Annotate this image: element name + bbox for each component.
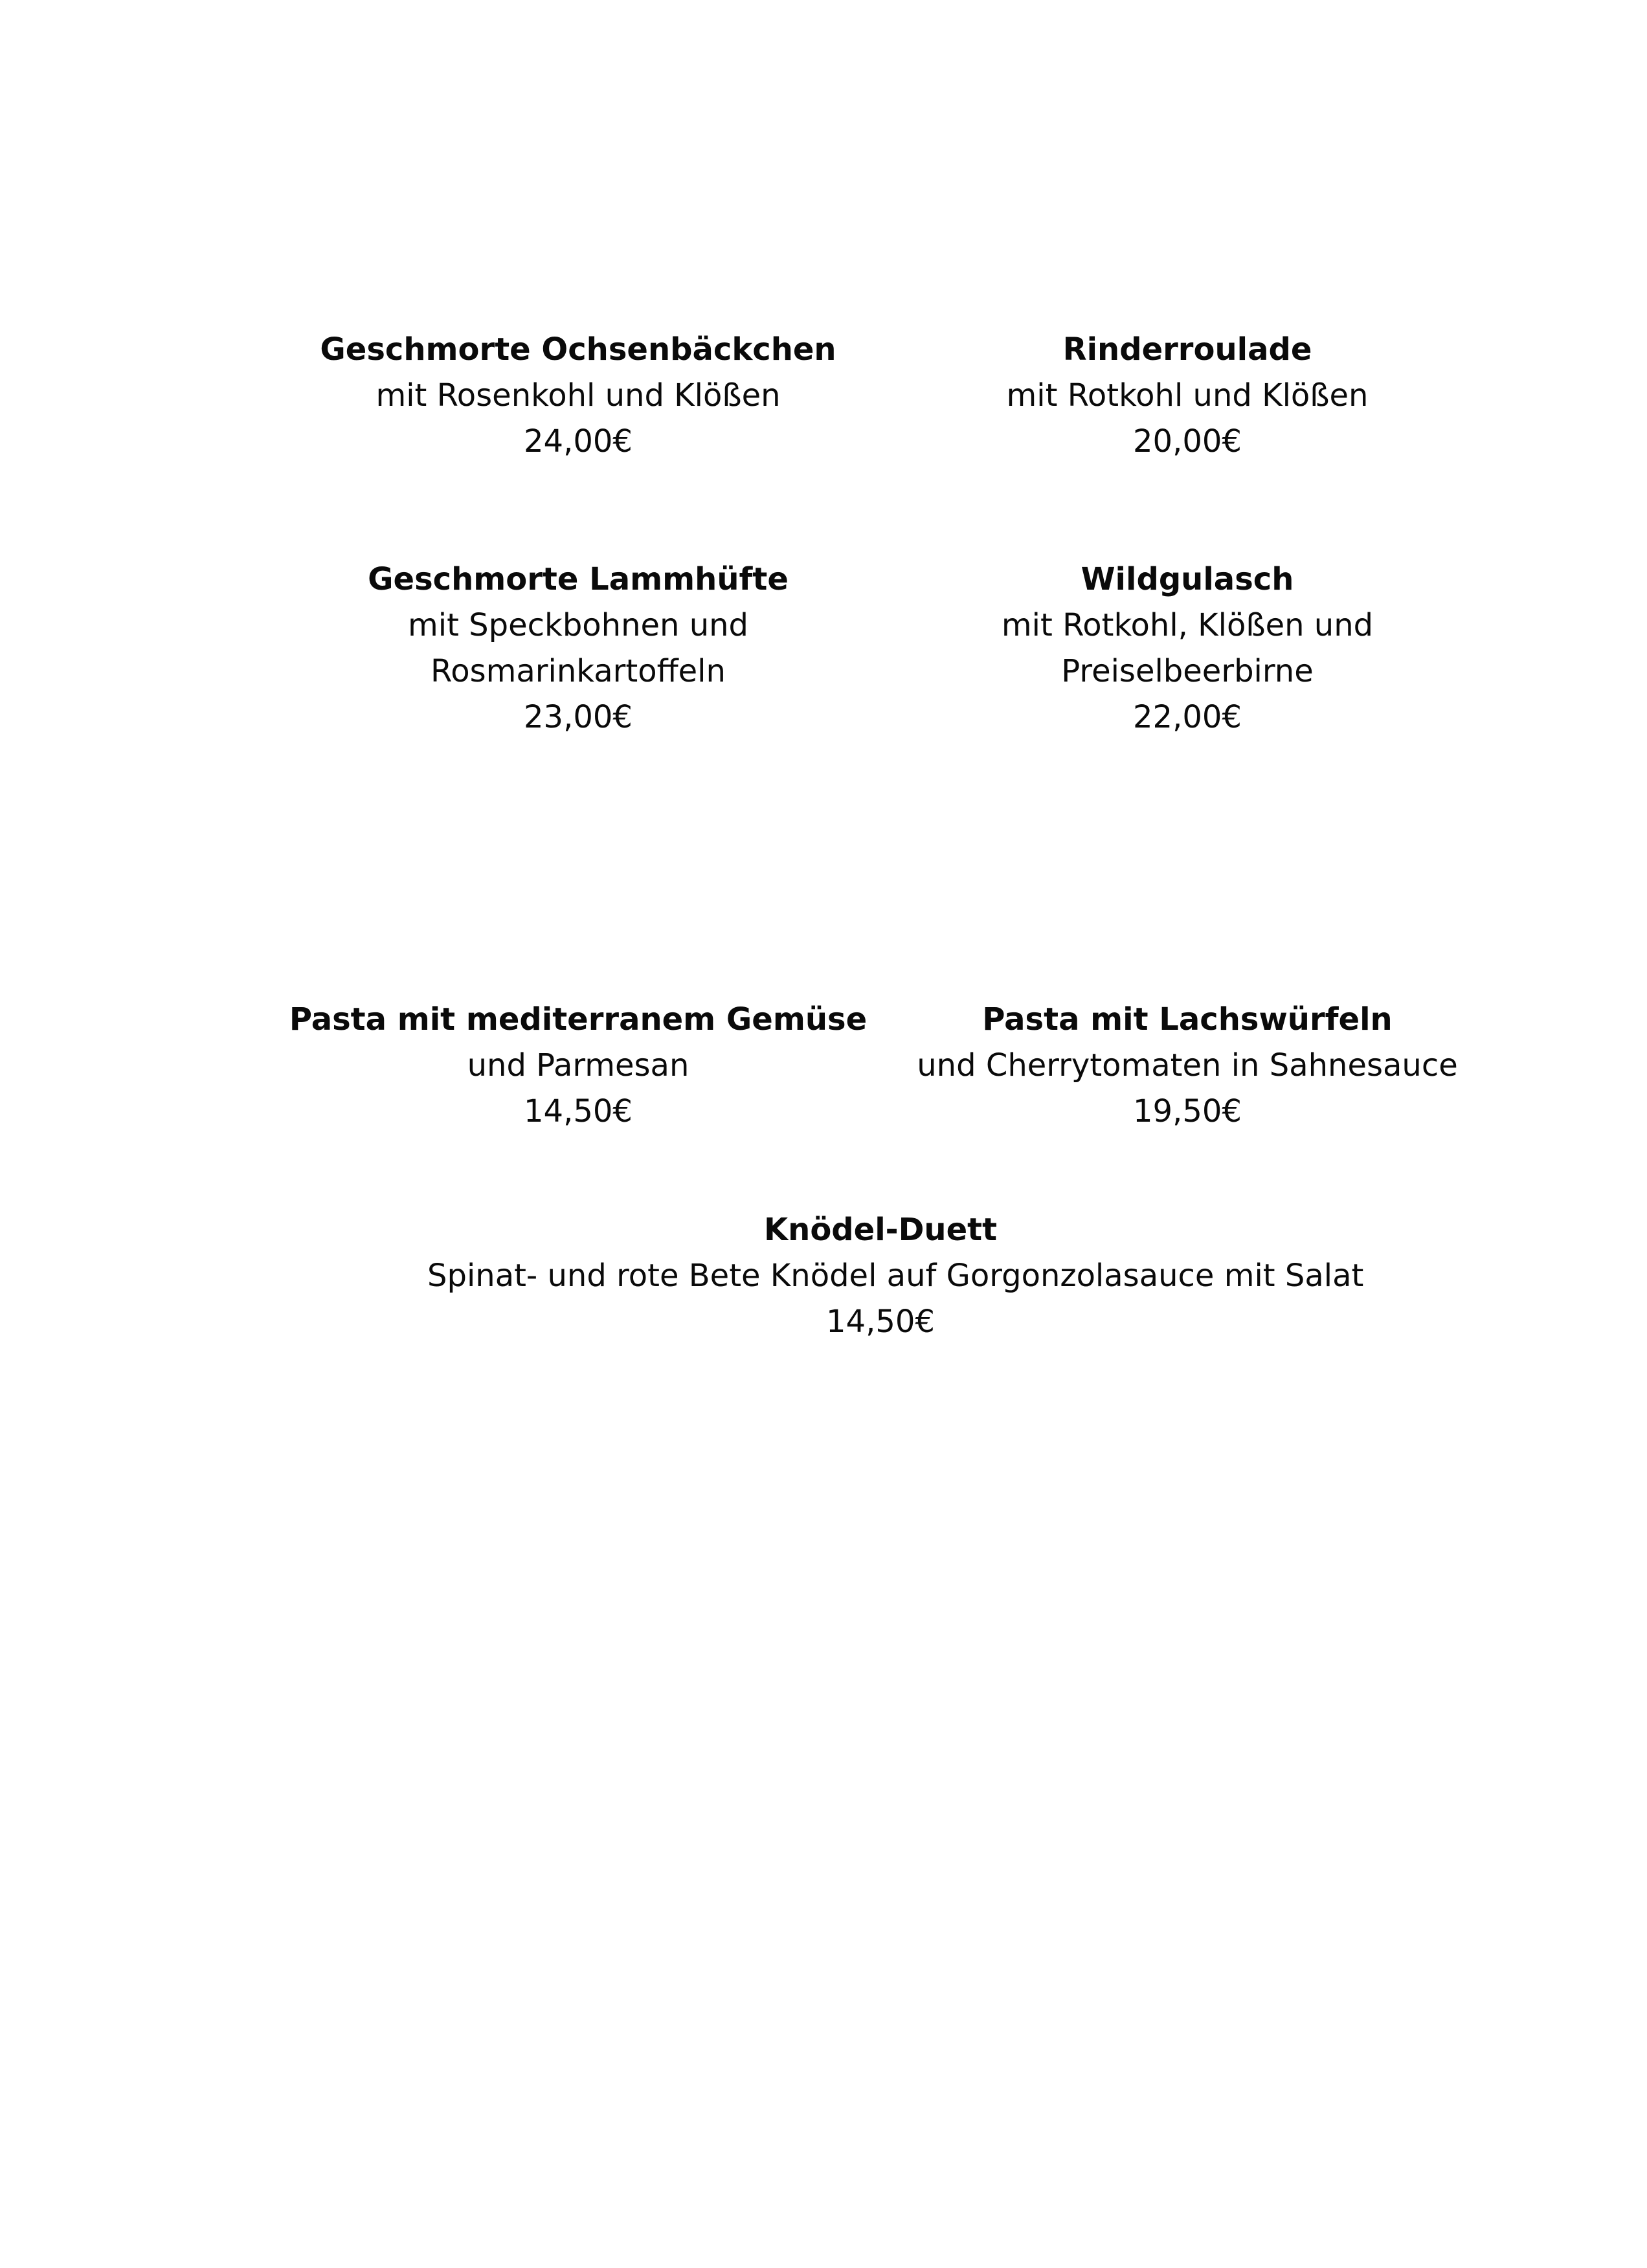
dish-description — [896, 1043, 1479, 1089]
dish-price: 23,00€ — [524, 699, 633, 735]
dish-description-line: mit Rotkohl und Klößen — [1006, 377, 1369, 414]
dish-name: Pasta mit Lachswürfeln — [982, 1001, 1393, 1038]
dish-description-line: mit Rosenkohl und Klößen — [375, 377, 781, 414]
menu-item-ochsenbaeckchen — [287, 327, 869, 465]
menu-item-lammhuefte — [287, 557, 869, 740]
menu-item-pasta-gemuese — [287, 997, 869, 1135]
dish-name: Geschmorte Ochsenbäckchen — [320, 331, 836, 368]
dish-price: 20,00€ — [1133, 423, 1242, 460]
dish-price: 24,00€ — [524, 423, 633, 460]
dish-description — [287, 1043, 869, 1089]
dish-description — [287, 603, 869, 695]
dish-name: Wildgulasch — [1081, 561, 1294, 597]
dish-name: Rinderroulade — [1062, 331, 1312, 368]
dish-price: 14,50€ — [524, 1093, 633, 1129]
menu-item-wildgulasch — [896, 557, 1479, 740]
menu-item-rinderroulade — [896, 327, 1479, 465]
menu-item-knoedel-duett — [427, 1207, 1364, 1345]
dish-description — [427, 1253, 1364, 1299]
dish-price: 14,50€ — [826, 1304, 935, 1340]
dish-name: Geschmorte Lammhüfte — [368, 561, 789, 597]
dish-name: Knödel-Duett — [763, 1212, 998, 1248]
dish-description — [896, 373, 1479, 419]
dish-description-line: Preiselbeerbirne — [1061, 653, 1314, 689]
dish-price: 22,00€ — [1133, 699, 1242, 735]
dish-description — [287, 373, 869, 419]
menu-item-pasta-lachs — [896, 997, 1479, 1135]
dish-name: Pasta mit mediterranem Gemüse — [289, 1001, 868, 1038]
dish-description — [896, 603, 1479, 695]
dish-description-line: und Cherrytomaten in Sahnesauce — [917, 1047, 1458, 1084]
dish-description-line: Spinat- und rote Bete Knödel auf Gorgonzolasauce mit Salat — [427, 1258, 1364, 1294]
dish-description-line: mit Speckbohnen und — [407, 607, 749, 643]
dish-price: 19,50€ — [1133, 1093, 1242, 1129]
dish-description-line: Rosmarinkartoffeln — [431, 653, 726, 689]
dish-description-line: und Parmesan — [467, 1047, 689, 1084]
dish-description-line: mit Rotkohl, Klößen und — [1001, 607, 1374, 643]
